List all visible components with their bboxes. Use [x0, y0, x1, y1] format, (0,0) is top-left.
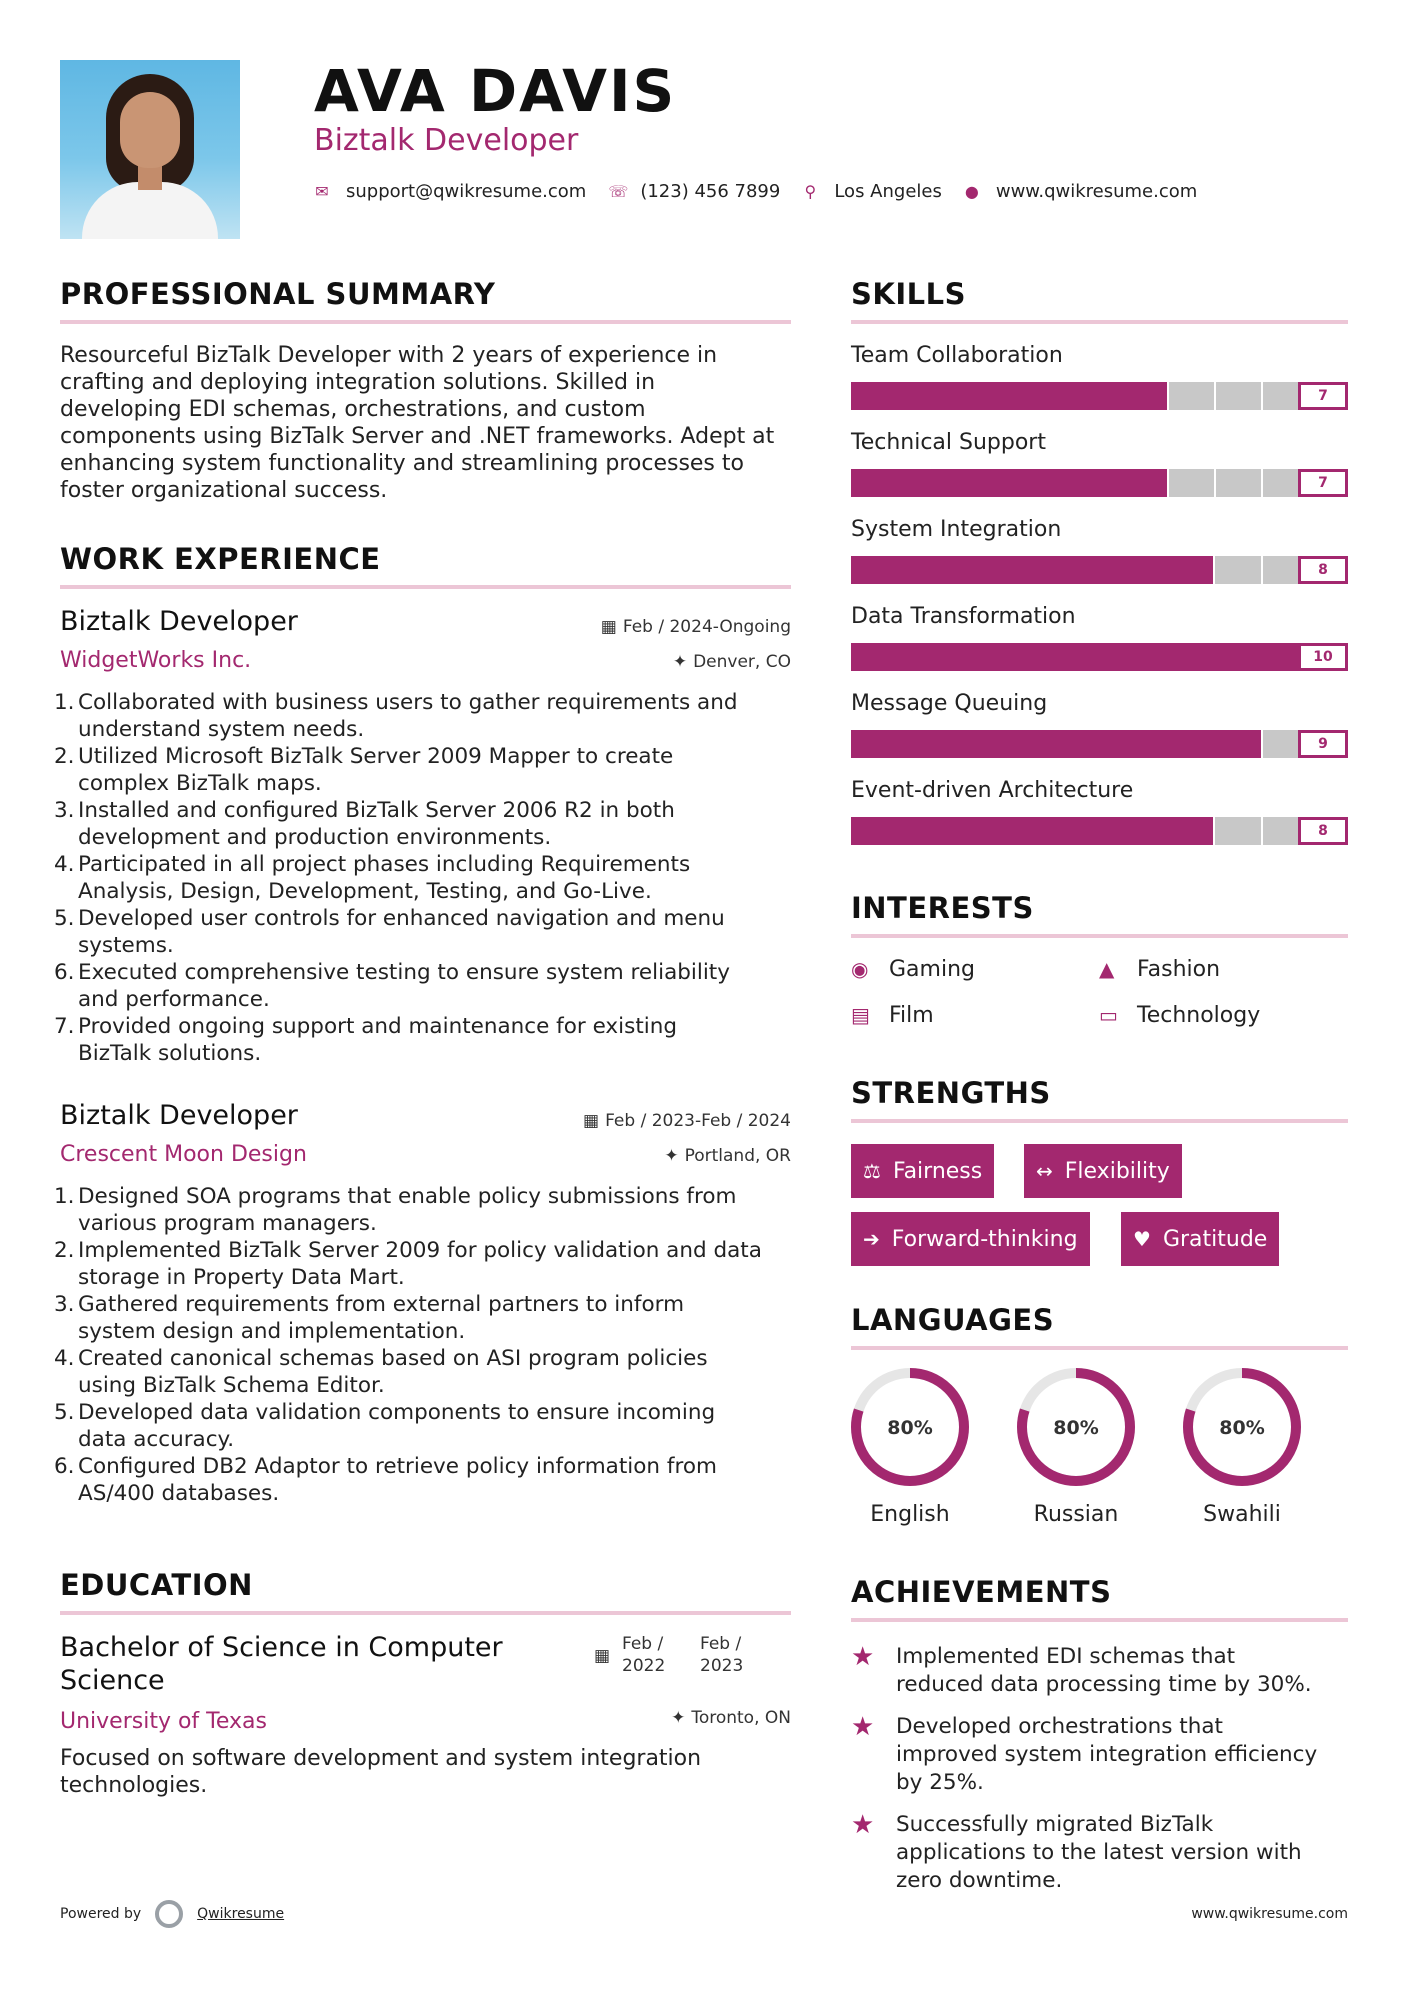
pin-icon: ✦ [671, 1708, 686, 1728]
skill-bar-segment [897, 643, 943, 671]
language-label: Russian [1033, 1502, 1119, 1527]
skill-bar-segment [986, 469, 1031, 497]
footer-website-link[interactable]: www.qwikresume.com [1191, 1906, 1348, 1922]
achievements-heading: ACHIEVEMENTS [851, 1575, 1112, 1609]
language-ring [1011, 1362, 1141, 1492]
skill-bar-segment [1031, 469, 1076, 497]
skill-score: 7 [1298, 382, 1348, 410]
experience-heading: WORK EXPERIENCE [60, 542, 381, 576]
job-title: Biztalk Developer [60, 606, 298, 637]
arrow-right-icon: ➔ [863, 1227, 880, 1251]
interest-item: ▲ Fashion [1099, 957, 1221, 982]
heart-icon: ♥ [1133, 1227, 1151, 1251]
candidate-name: AVA DAVIS [314, 57, 677, 125]
language-label: English [870, 1502, 950, 1527]
skill-bar-segment [1123, 817, 1168, 845]
skill-score: 10 [1298, 643, 1348, 671]
job-dates: ▦ Feb / 2024-Ongoing [600, 617, 791, 637]
skill-bar [851, 817, 1308, 845]
skill-bar-segment [851, 469, 896, 497]
experience-divider [60, 585, 791, 589]
degree-title: Bachelor of Science in Computer Science [60, 1632, 503, 1696]
skill-bar-segment [1170, 730, 1216, 758]
interest-item: ▤ Film [851, 1003, 934, 1028]
strengths-divider [851, 1119, 1348, 1123]
brand-link[interactable]: Qwikresume [197, 1906, 285, 1922]
strengths-heading: STRENGTHS [851, 1076, 1051, 1110]
language-percent: 80% [1219, 1417, 1265, 1439]
laptop-icon: ▭ [1099, 1003, 1118, 1027]
skill-bar-segment [1215, 556, 1262, 584]
education-description: Focused on software development and system integration technologies. [60, 1746, 702, 1798]
skill-bar-segment [1032, 556, 1077, 584]
list-item: 2. Utilized Microsoft BizTalk Server 2009 Mapper to create complex BizTalk maps. [54, 744, 674, 796]
achievement-item: Developed orchestrations that improved system integration efficiency by 25%. [896, 1714, 1318, 1795]
skill-bar-segment [1033, 730, 1079, 758]
achievement-item: Successfully migrated BizTalk applications to the latest version with zero downtime. [896, 1812, 1302, 1893]
education-divider [60, 1611, 791, 1615]
location-text: Los Angeles [834, 180, 942, 202]
list-item: 6. Executed comprehensive testing to ensure system reliability and performance. [54, 960, 730, 1012]
film-icon: ▤ [851, 1003, 870, 1027]
skill-bar-segment [1122, 382, 1169, 410]
list-item: 3. Installed and configured BizTalk Server 2006 R2 in both development and production environments. [54, 798, 675, 850]
list-item: 5. Developed user controls for enhanced navigation and menu systems. [54, 906, 725, 958]
list-item: 2. Implemented BizTalk Server 2009 for policy validation and data storage in Property Data Mart. [54, 1238, 762, 1290]
skill-bar-segment [1122, 469, 1169, 497]
candidate-role: Biztalk Developer [314, 123, 579, 158]
phone-icon: ☏ [608, 181, 629, 201]
contact-bar [314, 178, 1219, 204]
skill-bar [851, 556, 1308, 584]
skill-bar-segment [1217, 643, 1263, 671]
email-link[interactable]: support@qwikresume.com [346, 180, 587, 202]
phone-text: (123) 456 7899 [640, 180, 781, 202]
job-location: ✦ Portland, OR [664, 1146, 791, 1166]
achievements-divider [851, 1618, 1348, 1622]
pin-icon: ✦ [664, 1146, 679, 1166]
list-item: 3. Gathered requirements from external partners to inform system design and implementation. [54, 1292, 685, 1344]
skill-bar-segment [1216, 382, 1263, 410]
skill-bar-segment [1168, 556, 1215, 584]
language-percent: 80% [1053, 1417, 1099, 1439]
skill-bar-segment [1168, 817, 1215, 845]
education-heading: EDUCATION [60, 1568, 253, 1602]
skill-bar-segment [1215, 730, 1263, 758]
skill-bar-segment [1077, 817, 1122, 845]
skill-bar-segment [897, 730, 943, 758]
strength-badge: ⚖ Fairness [851, 1144, 994, 1198]
trophy-star-icon: ★ [851, 1642, 875, 1672]
skill-bar-segment [1125, 643, 1171, 671]
envelope-icon: ✉ [315, 181, 329, 201]
skill-score: 7 [1298, 469, 1348, 497]
skill-bar-segment [851, 643, 897, 671]
balance-scale-icon: ⚖ [863, 1159, 881, 1183]
list-item: 1. Designed SOA programs that enable policy submissions from various program managers. [54, 1184, 737, 1236]
strength-badge: ➔ Forward-thinking [851, 1212, 1090, 1266]
skill-bar-segment [1034, 643, 1080, 671]
website-link[interactable]: www.qwikresume.com [995, 180, 1198, 202]
skill-bar-segment [941, 469, 986, 497]
education-start-date: Feb / 2022 [622, 1634, 666, 1676]
school-name: University of Texas [60, 1709, 267, 1734]
strength-badge: ↔ Flexibility [1024, 1144, 1182, 1198]
language-percent: 80% [887, 1417, 933, 1439]
calendar-icon: ▦ [583, 1111, 600, 1131]
skill-label: Data Transformation [851, 604, 1076, 629]
skill-bar-segment [986, 382, 1031, 410]
education-location: ✦ Toronto, ON [671, 1708, 791, 1728]
job-dates: ▦ Feb / 2023-Feb / 2024 [583, 1111, 791, 1131]
skill-label: Team Collaboration [851, 343, 1063, 368]
company-name: WidgetWorks Inc. [60, 648, 252, 673]
footer-powered [60, 1900, 284, 1928]
list-item: 6. Configured DB2 Adaptor to retrieve policy information from AS/400 databases. [54, 1454, 717, 1506]
job-location: ✦ Denver, CO [672, 652, 791, 672]
skill-bar-segment [987, 556, 1032, 584]
skills-divider [851, 320, 1348, 324]
list-item: 5. Developed data validation components to ensure incoming data accuracy. [54, 1400, 716, 1452]
languages-divider [851, 1346, 1348, 1350]
skill-bar-segment [1124, 730, 1170, 758]
arrows-horizontal-icon: ↔ [1036, 1159, 1053, 1183]
skill-bar-segment [1031, 382, 1076, 410]
skill-bar-segment [942, 643, 988, 671]
calendar-icon: ▦ [600, 617, 617, 637]
job-duties [54, 689, 810, 1067]
skill-bar [851, 382, 1308, 410]
job-duties [54, 1183, 810, 1507]
skill-bar-segment [1077, 556, 1122, 584]
pin-icon: ✦ [672, 652, 688, 672]
skill-bar-segment [851, 817, 896, 845]
language-ring [1177, 1362, 1307, 1492]
skill-score: 9 [1298, 730, 1348, 758]
skill-label: Technical Support [851, 430, 1046, 455]
skill-bar-segment [941, 382, 986, 410]
skill-bar-segment [1076, 382, 1121, 410]
skill-label: System Integration [851, 517, 1062, 542]
trophy-star-icon: ★ [851, 1712, 875, 1742]
map-marker-icon: ⚲ [804, 181, 817, 201]
skill-bar-segment [1080, 643, 1126, 671]
job-title: Biztalk Developer [60, 1100, 298, 1131]
interests-divider [851, 934, 1348, 938]
skill-bar-segment [988, 643, 1034, 671]
summary-heading: PROFESSIONAL SUMMARY [60, 277, 496, 311]
skill-bar-segment [1215, 817, 1262, 845]
language-label: Swahili [1203, 1502, 1281, 1527]
skill-bar-segment [988, 730, 1034, 758]
gamepad-icon: ◉ [851, 957, 869, 981]
skill-bar-segment [942, 730, 988, 758]
skill-bar-segment [1123, 556, 1168, 584]
skill-bar-segment [1216, 469, 1263, 497]
languages-heading: LANGUAGES [851, 1303, 1055, 1337]
skill-bar-segment [851, 382, 896, 410]
skill-bar-segment [1076, 469, 1121, 497]
powered-by-text: Powered by [60, 1906, 142, 1922]
skill-bar-segment [1032, 817, 1077, 845]
summary-divider [60, 320, 791, 324]
skill-bar-segment [1171, 643, 1217, 671]
skill-label: Message Queuing [851, 691, 1048, 716]
skill-bar-segment [896, 817, 941, 845]
skill-score: 8 [1298, 556, 1348, 584]
skill-bar [851, 469, 1308, 497]
skill-label: Event-driven Architecture [851, 778, 1134, 803]
skill-bar-segment [987, 817, 1032, 845]
list-item: 4. Participated in all project phases including Requirements Analysis, Design, Development, Testing, and Go-Live. [54, 852, 691, 904]
skill-bar-segment [896, 556, 941, 584]
skill-bar-segment [1169, 382, 1216, 410]
company-name: Crescent Moon Design [60, 1142, 307, 1167]
list-item: 1. Collaborated with business users to gather requirements and understand system needs. [54, 690, 738, 742]
skill-score: 8 [1298, 817, 1348, 845]
language-ring [845, 1362, 975, 1492]
list-item: 7. Provided ongoing support and maintenance for existing BizTalk solutions. [54, 1014, 677, 1066]
skills-heading: SKILLS [851, 277, 966, 311]
globe-icon: ● [964, 181, 979, 201]
skill-bar [851, 730, 1308, 758]
list-item: 4. Created canonical schemas based on ASI program policies using BizTalk Schema Editor. [54, 1346, 708, 1398]
interest-item: ◉ Gaming [851, 957, 975, 982]
profile-photo [60, 60, 240, 239]
achievement-item: Implemented EDI schemas that reduced data processing time by 30%. [896, 1644, 1312, 1697]
skill-bar-segment [851, 730, 897, 758]
interest-item: ▭ Technology [1099, 1003, 1261, 1028]
qwikresume-logo-icon [155, 1900, 183, 1928]
calendar-icon: ▦ [594, 1646, 611, 1666]
summary-text: Resourceful BizTalk Developer with 2 years of experience in crafting and deploying integration solutions. Skilled in developing EDI schemas, orchestrations, and custom components using BizTalk Server and .NET frameworks. Adept at enhancing system functionality and streamlining processes to foster organizational success. [60, 343, 775, 503]
strength-badge: ♥ Gratitude [1121, 1212, 1279, 1266]
skill-bar-segment [1079, 730, 1125, 758]
shopping-bag-icon: ▲ [1099, 957, 1115, 981]
skill-bar-segment [1169, 469, 1216, 497]
skill-bar-segment [851, 556, 896, 584]
skill-bar-segment [896, 382, 941, 410]
skill-bar-segment [896, 469, 941, 497]
skill-bar-segment [942, 556, 987, 584]
skill-bar [851, 643, 1308, 671]
interests-heading: INTERESTS [851, 891, 1034, 925]
education-end-date: Feb / 2023 [700, 1634, 744, 1676]
trophy-star-icon: ★ [851, 1810, 875, 1840]
skill-bar-segment [942, 817, 987, 845]
